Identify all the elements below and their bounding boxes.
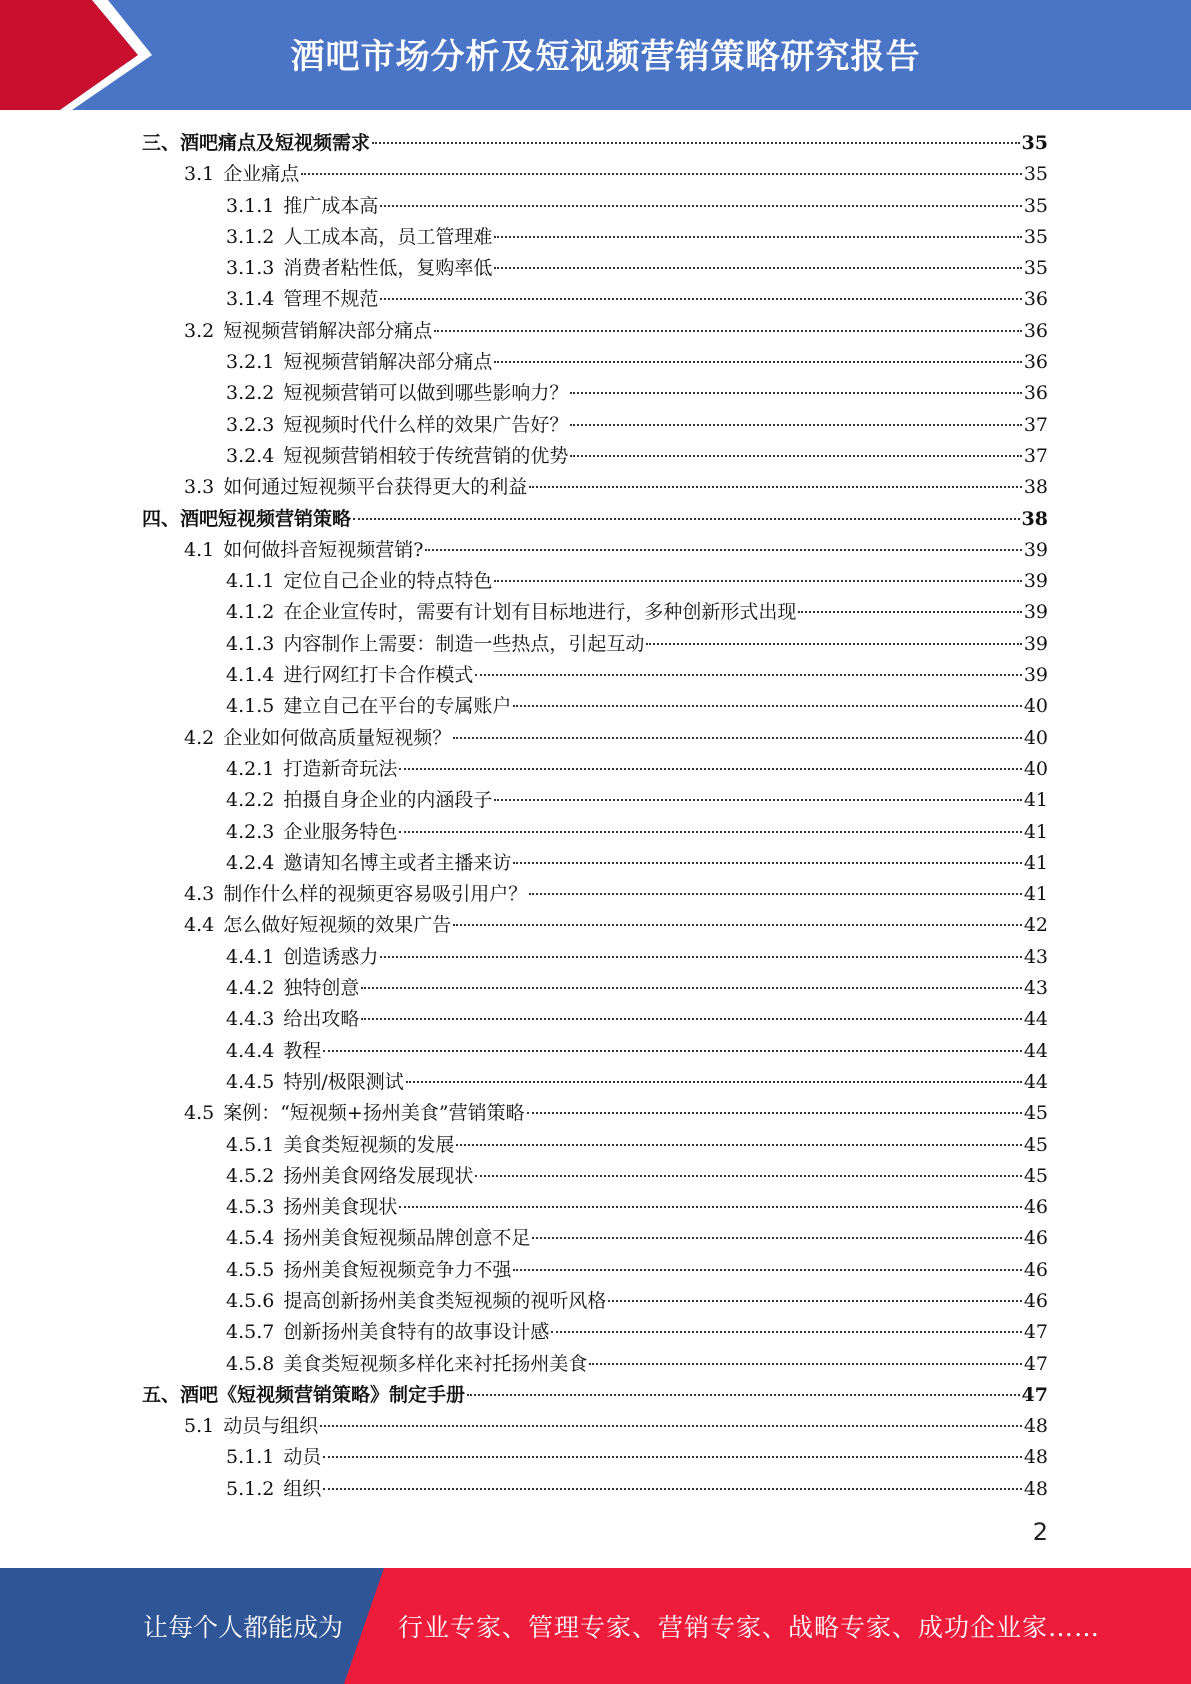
toc-entry-page: 35 <box>1023 163 1048 186</box>
toc-dot-leader <box>494 580 1021 582</box>
toc-entry-number: 4.1 <box>184 538 215 561</box>
toc-entry[interactable] <box>142 1317 1048 1348</box>
toc-entry-page: 46 <box>1023 1196 1048 1219</box>
toc-entry-number: 4.4.2 <box>226 977 275 1000</box>
footer-slogan-right: 行业专家、管理专家、营销专家、战略专家、成功企业家…… <box>398 1613 1101 1642</box>
toc-entry-page: 35 <box>1023 194 1048 217</box>
toc-entry-page: 42 <box>1023 914 1048 937</box>
toc-entry-page: 38 <box>1021 507 1048 530</box>
toc-entry[interactable] <box>142 222 1048 253</box>
toc-dot-leader <box>380 205 1021 207</box>
toc-entry-title: 扬州美食短视频竞争力不强 <box>283 1258 512 1281</box>
toc-entry-number: 4.5.1 <box>226 1133 275 1156</box>
toc-entry-page: 46 <box>1023 1289 1048 1312</box>
toc-dot-leader <box>456 1144 1021 1146</box>
toc-entry[interactable] <box>142 1067 1048 1098</box>
toc-entry-page: 47 <box>1023 1321 1048 1344</box>
toc-entry-page: 41 <box>1023 789 1048 812</box>
toc-entry-title: 三、酒吧痛点及短视频需求 <box>142 132 371 154</box>
toc-entry-title: 短视频营销解决部分痛点 <box>283 351 493 374</box>
toc-dot-leader <box>361 1018 1021 1020</box>
toc-entry[interactable] <box>142 191 1048 222</box>
toc-entry[interactable] <box>142 1036 1048 1067</box>
toc-entry-number: 4.5.2 <box>226 1164 275 1187</box>
toc-entry[interactable] <box>142 347 1048 378</box>
toc-dot-leader <box>453 924 1022 926</box>
toc-entry[interactable] <box>142 1161 1048 1192</box>
toc-entry-title: 动员 <box>283 1446 322 1469</box>
toc-entry-page: 43 <box>1023 945 1048 968</box>
toc-entry[interactable] <box>142 316 1048 347</box>
toc-dot-leader <box>399 768 1021 770</box>
toc-entry[interactable] <box>142 1349 1048 1380</box>
toc-entry-number: 3.1.2 <box>226 225 275 248</box>
toc-entry-page: 41 <box>1023 851 1048 874</box>
toc-dot-leader <box>425 549 1021 551</box>
toc-entry[interactable] <box>142 942 1048 973</box>
toc-entry-title: 怎么做好短视频的效果广告 <box>223 914 452 937</box>
toc-entry-page: 40 <box>1023 726 1048 749</box>
toc-entry-number: 4.4.4 <box>226 1039 275 1062</box>
toc-entry-number: 4.1.1 <box>226 570 275 593</box>
toc-entry-page: 38 <box>1023 476 1048 499</box>
toc-entry-page: 36 <box>1023 319 1048 342</box>
toc-entry-page: 39 <box>1023 664 1048 687</box>
toc-entry-title: 管理不规范 <box>283 288 379 311</box>
toc-entry-page: 40 <box>1023 695 1048 718</box>
toc-entry-title: 企业服务特色 <box>283 820 398 843</box>
toc-entry-number: 4.2.1 <box>226 757 275 780</box>
toc-entry-title: 消费者粘性低，复购率低 <box>283 257 493 280</box>
toc-entry[interactable] <box>142 973 1048 1004</box>
toc-entry[interactable] <box>142 410 1048 441</box>
toc-entry[interactable] <box>142 723 1048 754</box>
toc-entry-page: 35 <box>1021 132 1048 154</box>
toc-dot-leader <box>399 831 1021 833</box>
toc-dot-leader <box>467 1394 1020 1396</box>
toc-entry[interactable] <box>142 1380 1048 1411</box>
toc-entry[interactable] <box>142 597 1048 628</box>
toc-entry[interactable] <box>142 754 1048 785</box>
toc-entry-title: 扬州美食网络发展现状 <box>283 1164 474 1187</box>
toc-entry-title: 创新扬州美食特有的故事设计感 <box>283 1321 550 1344</box>
toc-entry-title: 定位自己企业的特点特色 <box>283 570 493 593</box>
toc-entry-page: 39 <box>1023 538 1048 561</box>
toc-entry-page: 35 <box>1023 225 1048 248</box>
toc-dot-leader <box>608 1300 1021 1302</box>
toc-entry-title: 企业痛点 <box>223 163 300 186</box>
toc-entry-number: 3.2.4 <box>226 444 275 467</box>
toc-entry-number: 5.1 <box>184 1415 215 1438</box>
toc-entry[interactable] <box>142 848 1048 879</box>
toc-entry-title: 美食类短视频的发展 <box>283 1133 455 1156</box>
toc-dot-leader <box>551 1331 1021 1333</box>
toc-entry[interactable] <box>142 128 1048 159</box>
toc-entry-page: 45 <box>1023 1133 1048 1156</box>
toc-entry[interactable] <box>142 660 1048 691</box>
toc-entry[interactable] <box>142 378 1048 409</box>
toc-entry-page: 48 <box>1023 1415 1048 1438</box>
toc-dot-leader <box>380 298 1021 300</box>
toc-dot-leader <box>570 455 1021 457</box>
toc-entry-page: 41 <box>1023 883 1048 906</box>
toc-entry-title: 企业如何做高质量短视频？ <box>223 726 452 749</box>
toc-entry-title: 动员与组织 <box>223 1415 319 1438</box>
toc-dot-leader <box>494 361 1021 363</box>
toc-entry-number: 4.4.1 <box>226 945 275 968</box>
toc-entry[interactable] <box>142 1255 1048 1286</box>
toc-entry-page: 37 <box>1023 444 1048 467</box>
toc-entry[interactable] <box>142 910 1048 941</box>
toc-dot-leader <box>646 643 1021 645</box>
toc-entry[interactable] <box>142 691 1048 722</box>
toc-entry[interactable] <box>142 1192 1048 1223</box>
toc-entry-title: 五、酒吧《短视频营销策略》制定手册 <box>142 1383 466 1406</box>
toc-entry-page: 48 <box>1023 1446 1048 1469</box>
toc-dot-leader <box>475 674 1021 676</box>
toc-entry-number: 3.1.1 <box>226 194 275 217</box>
toc-entry-title: 特别/极限测试 <box>283 1070 404 1093</box>
toc-entry-number: 3.2.3 <box>226 413 275 436</box>
toc-entry-number: 4.1.5 <box>226 695 275 718</box>
toc-entry-title: 扬州美食短视频品牌创意不足 <box>283 1227 531 1250</box>
toc-entry-page: 44 <box>1023 1039 1048 1062</box>
toc-entry-title: 案例：“短视频+扬州美食”营销策略 <box>223 1102 525 1125</box>
toc-entry[interactable] <box>142 629 1048 660</box>
toc-dot-leader <box>589 1363 1021 1365</box>
toc-entry-title: 如何做抖音短视频营销? <box>223 538 424 561</box>
toc-entry-page: 40 <box>1023 757 1048 780</box>
toc-entry-title: 邀请知名博主或者主播来访 <box>283 851 512 874</box>
toc-entry[interactable] <box>142 566 1048 597</box>
toc-dot-leader <box>532 1237 1021 1239</box>
page-footer <box>0 1568 1191 1684</box>
toc-entry[interactable] <box>142 159 1048 190</box>
toc-entry-title: 打造新奇玩法 <box>283 757 398 780</box>
toc-entry-number: 3.2 <box>184 319 215 342</box>
toc-entry[interactable] <box>142 1004 1048 1035</box>
toc-entry-number: 4.5.5 <box>226 1258 275 1281</box>
toc-entry-page: 47 <box>1021 1383 1048 1406</box>
toc-entry[interactable] <box>142 1286 1048 1317</box>
toc-entry[interactable] <box>142 472 1048 503</box>
toc-dot-leader <box>406 1081 1022 1083</box>
toc-dot-leader <box>494 236 1021 238</box>
toc-entry-page: 45 <box>1023 1102 1048 1125</box>
toc-dot-leader <box>527 1112 1022 1114</box>
toc-entry-title: 组织 <box>283 1477 322 1500</box>
toc-entry-number: 4.2.2 <box>226 789 275 812</box>
toc-entry-number: 3.2.1 <box>226 351 275 374</box>
toc-dot-leader <box>570 392 1021 394</box>
toc-dot-leader <box>513 1269 1021 1271</box>
toc-entry[interactable] <box>142 785 1048 816</box>
toc-entry-title: 给出攻略 <box>283 1008 360 1031</box>
toc-entry-title: 在企业宣传时，需要有计划有目标地进行，多种创新形式出现 <box>283 601 797 624</box>
toc-entry-title: 创造诱惑力 <box>283 945 379 968</box>
toc-entry-page: 43 <box>1023 977 1048 1000</box>
toc-entry[interactable] <box>142 1411 1048 1442</box>
toc-entry-number: 3.1.3 <box>226 257 275 280</box>
toc-entry[interactable] <box>142 1098 1048 1129</box>
toc-entry[interactable] <box>142 1130 1048 1161</box>
toc-entry-number: 4.4.3 <box>226 1008 275 1031</box>
toc-entry-page: 37 <box>1023 413 1048 436</box>
toc-dot-leader <box>380 956 1021 958</box>
toc-entry-title: 短视频营销可以做到哪些影响力？ <box>283 382 569 405</box>
toc-dot-leader <box>323 1456 1021 1458</box>
toc-dot-leader <box>529 486 1022 488</box>
toc-entry[interactable] <box>142 817 1048 848</box>
toc-entry-title: 拍摄自身企业的内涵段子 <box>283 789 493 812</box>
toc-dot-leader <box>323 1050 1021 1052</box>
toc-entry-page: 39 <box>1023 601 1048 624</box>
toc-entry[interactable] <box>142 253 1048 284</box>
toc-entry-number: 3.3 <box>184 476 215 499</box>
toc-dot-leader <box>301 173 1022 175</box>
toc-entry-title: 如何通过短视频平台获得更大的利益 <box>223 476 528 499</box>
toc-entry-number: 4.4.5 <box>226 1070 275 1093</box>
toc-entry-title: 四、酒吧短视频营销策略 <box>142 507 352 530</box>
toc-entry-page: 41 <box>1023 820 1048 843</box>
toc-entry[interactable] <box>142 879 1048 910</box>
toc-entry-title: 短视频营销相较于传统营销的优势 <box>283 444 569 467</box>
toc-entry-number: 4.2.4 <box>226 851 275 874</box>
toc-entry-page: 44 <box>1023 1070 1048 1093</box>
toc-dot-leader <box>434 330 1022 332</box>
toc-entry-number: 4.5.8 <box>226 1352 275 1375</box>
toc-entry-title: 进行网红打卡合作模式 <box>283 664 474 687</box>
toc-dot-leader <box>453 737 1022 739</box>
toc-entry[interactable] <box>142 504 1048 535</box>
toc-entry-number: 4.5.4 <box>226 1227 275 1250</box>
toc-entry-number: 4.1.4 <box>226 664 275 687</box>
toc-entry-number: 5.1.2 <box>226 1477 275 1500</box>
toc-entry-number: 5.1.1 <box>226 1446 275 1469</box>
toc-entry-title: 推广成本高 <box>283 194 379 217</box>
toc-entry-number: 4.1.3 <box>226 632 275 655</box>
toc-entry-page: 44 <box>1023 1008 1048 1031</box>
toc-entry[interactable] <box>142 1474 1048 1505</box>
page-number: 2 <box>1032 1518 1048 1546</box>
toc-entry-page: 45 <box>1023 1164 1048 1187</box>
toc-entry-number: 4.5.6 <box>226 1289 275 1312</box>
toc-entry-title: 教程 <box>283 1039 322 1062</box>
toc-entry-title: 建立自己在平台的专属账户 <box>283 695 512 718</box>
toc-entry-page: 36 <box>1023 288 1048 311</box>
toc-entry-page: 46 <box>1023 1227 1048 1250</box>
toc-entry-number: 4.1.2 <box>226 601 275 624</box>
report-title: 酒吧市场分析及短视频营销策略研究报告 <box>290 36 921 77</box>
toc-entry-page: 36 <box>1023 351 1048 374</box>
toc-dot-leader <box>353 518 1020 520</box>
toc-dot-leader <box>513 705 1021 707</box>
toc-dot-leader <box>798 611 1021 613</box>
toc-dot-leader <box>494 799 1021 801</box>
toc-entry[interactable] <box>142 284 1048 315</box>
toc-dot-leader <box>372 142 1020 144</box>
toc-dot-leader <box>570 424 1021 426</box>
toc-dot-leader <box>494 267 1021 269</box>
table-of-contents <box>142 128 1048 1505</box>
toc-entry-number: 4.5.3 <box>226 1196 275 1219</box>
toc-entry-number: 3.1.4 <box>226 288 275 311</box>
toc-entry-number: 4.2 <box>184 726 215 749</box>
toc-entry-number: 3.1 <box>184 163 215 186</box>
toc-entry-number: 4.5 <box>184 1102 215 1125</box>
toc-entry-number: 4.3 <box>184 883 215 906</box>
toc-dot-leader <box>513 862 1021 864</box>
toc-entry-page: 35 <box>1023 257 1048 280</box>
toc-entry-title: 短视频时代什么样的效果广告好？ <box>283 413 569 436</box>
toc-entry-page: 46 <box>1023 1258 1048 1281</box>
toc-dot-leader <box>399 1206 1021 1208</box>
toc-entry-title: 内容制作上需要：制造一些热点，引起互动 <box>283 632 645 655</box>
toc-entry-title: 独特创意 <box>283 977 360 1000</box>
toc-dot-leader <box>361 987 1021 989</box>
toc-entry-title: 制作什么样的视频更容易吸引用户？ <box>223 883 528 906</box>
toc-entry-number: 3.2.2 <box>226 382 275 405</box>
toc-entry-page: 39 <box>1023 632 1048 655</box>
toc-entry-title: 短视频营销解决部分痛点 <box>223 319 433 342</box>
toc-entry-page: 48 <box>1023 1477 1048 1500</box>
toc-entry[interactable] <box>142 1223 1048 1254</box>
toc-entry-title: 人工成本高，员工管理难 <box>283 225 493 248</box>
toc-entry-page: 39 <box>1023 570 1048 593</box>
toc-entry[interactable] <box>142 1442 1048 1473</box>
toc-entry[interactable] <box>142 441 1048 472</box>
toc-entry-title: 提高创新扬州美食类短视频的视听风格 <box>283 1289 607 1312</box>
toc-entry-number: 4.5.7 <box>226 1321 275 1344</box>
toc-entry-page: 36 <box>1023 382 1048 405</box>
toc-dot-leader <box>320 1425 1022 1427</box>
toc-entry-number: 4.4 <box>184 914 215 937</box>
toc-entry-page: 47 <box>1023 1352 1048 1375</box>
page-header <box>0 0 1191 110</box>
toc-entry-number: 4.2.3 <box>226 820 275 843</box>
footer-slogan-left: 让每个人都能成为 <box>143 1613 344 1642</box>
toc-dot-leader <box>529 893 1022 895</box>
toc-dot-leader <box>475 1175 1021 1177</box>
toc-entry-title: 美食类短视频多样化来衬托扬州美食 <box>283 1352 588 1375</box>
toc-entry-title: 扬州美食现状 <box>283 1196 398 1219</box>
toc-entry[interactable] <box>142 535 1048 566</box>
toc-dot-leader <box>323 1488 1021 1490</box>
